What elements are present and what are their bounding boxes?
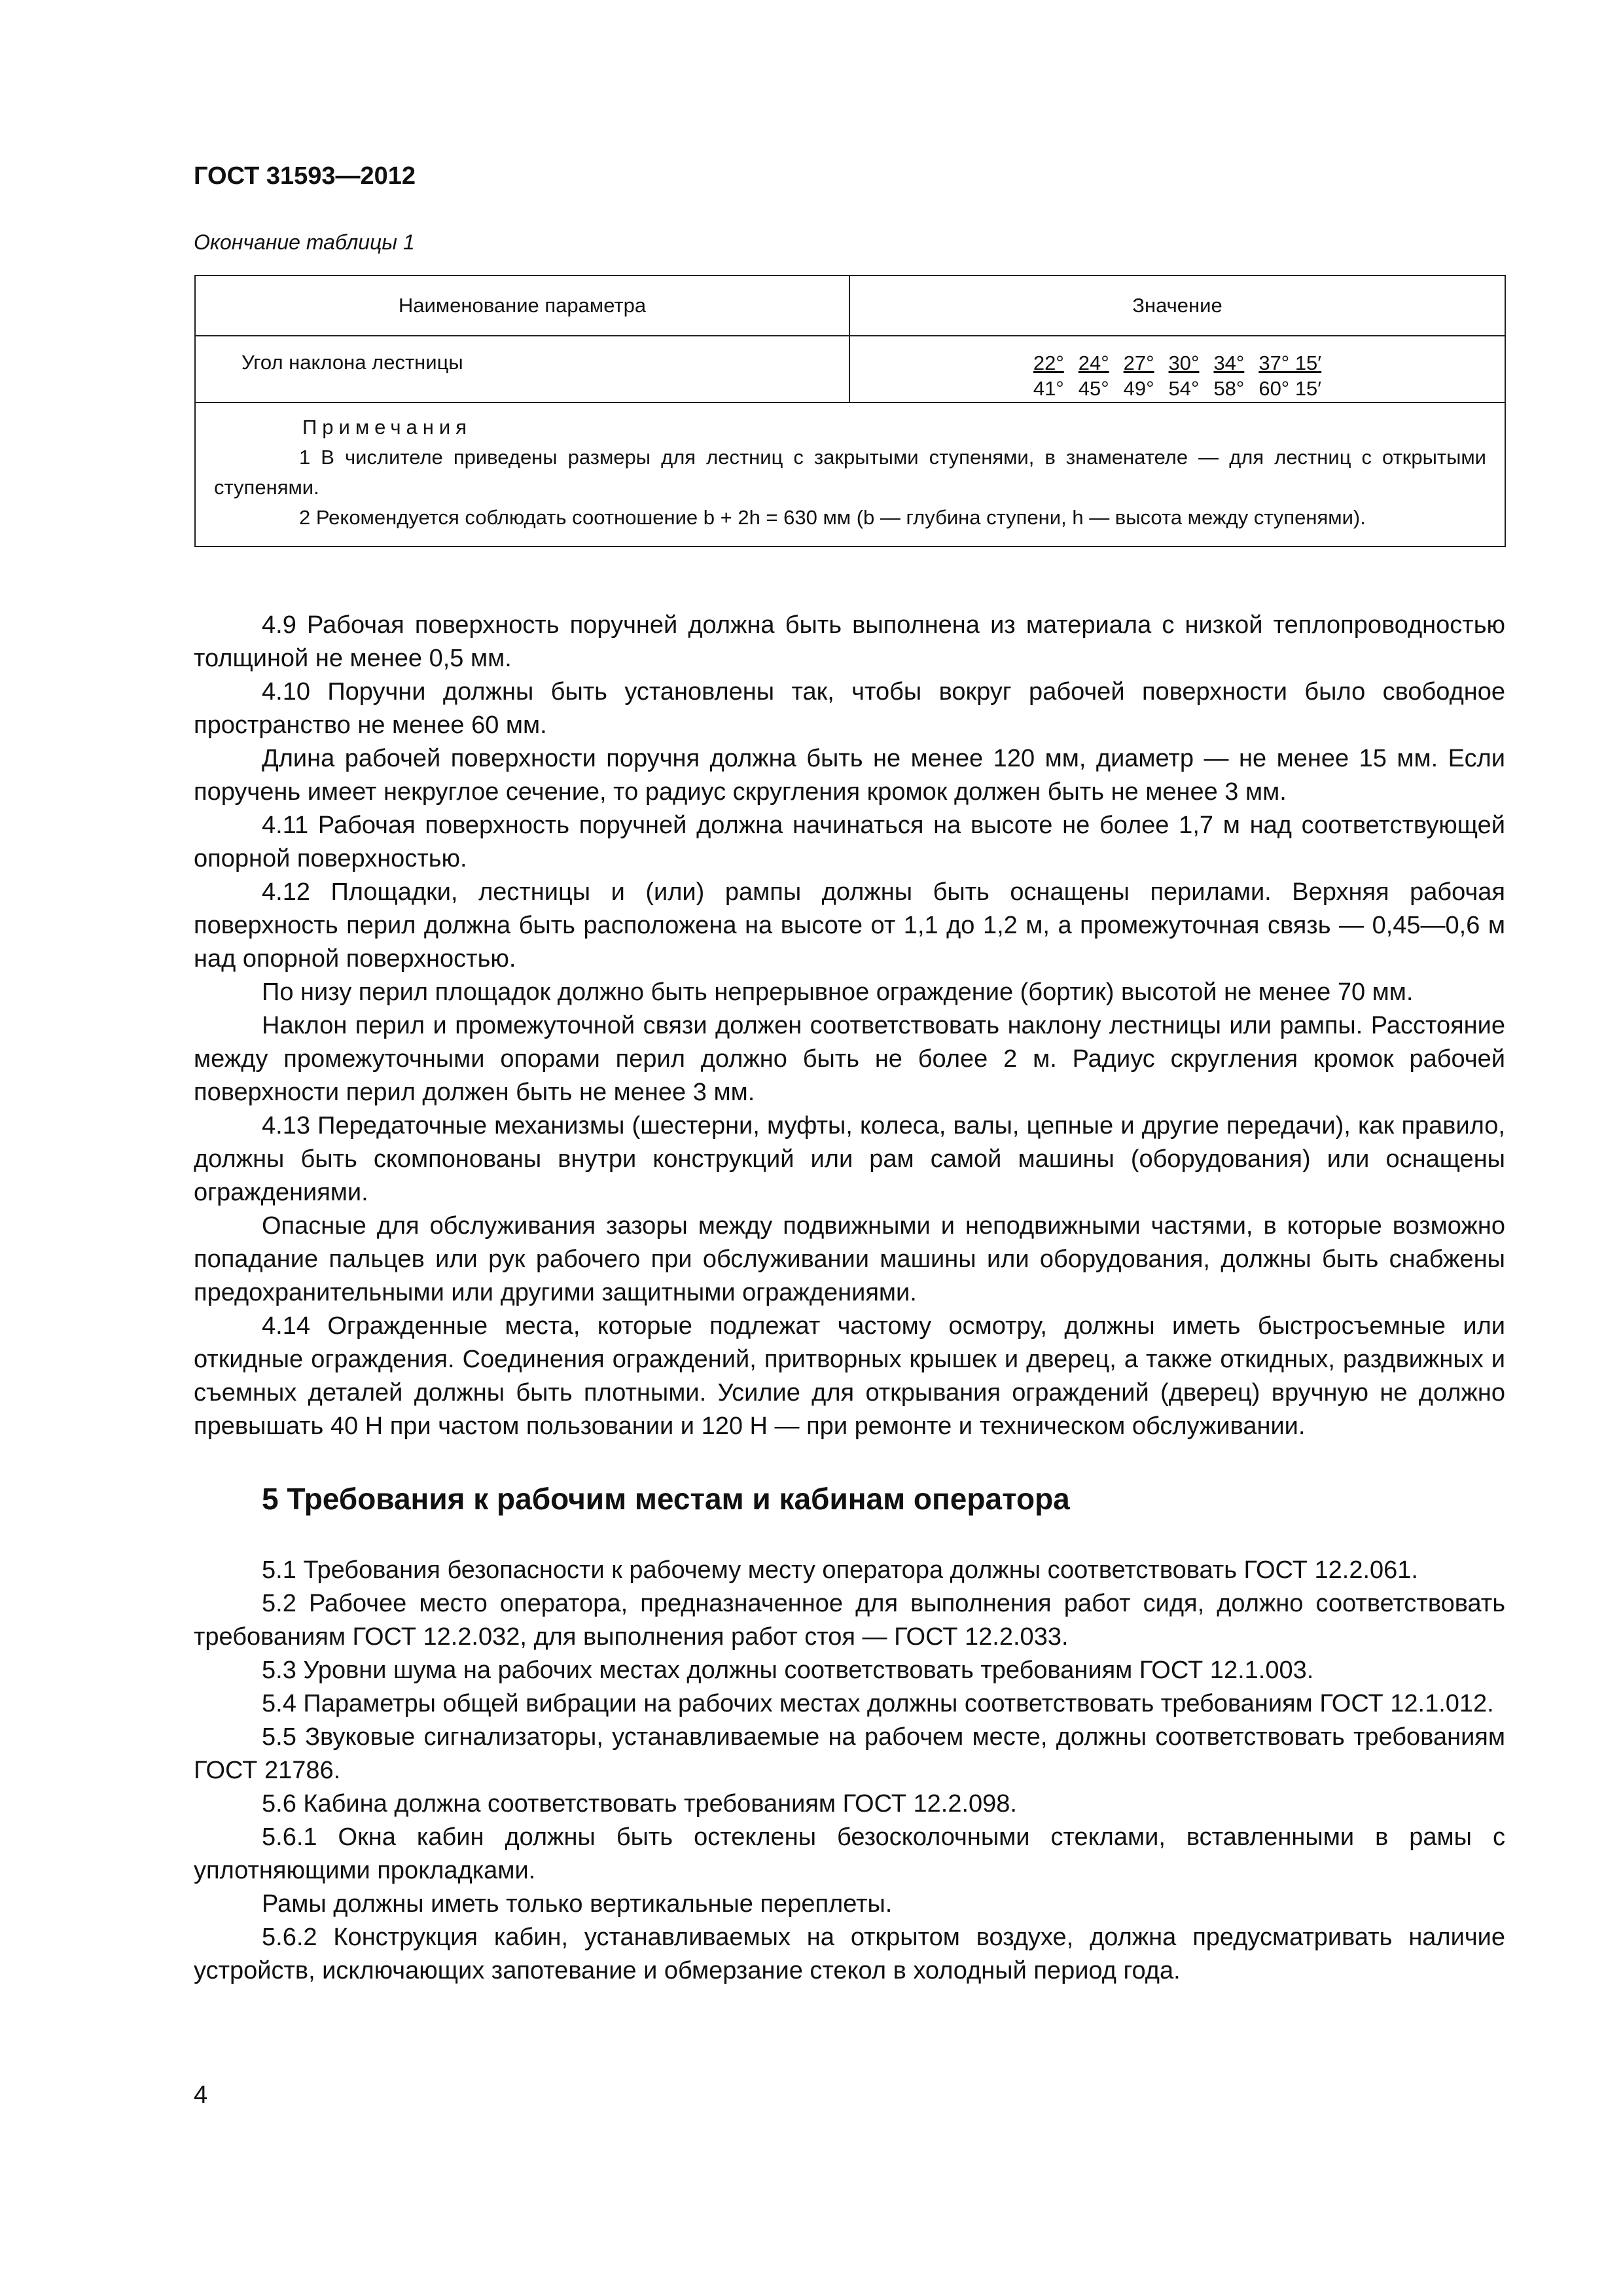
paragraph: 5.4 Параметры общей вибрации на рабочих местах должны соответствовать требованиям ГОСТ 12.1.012. — [262, 1690, 1494, 1717]
paragraph: 5.5 Звуковые сигнализаторы, устанавливаемые на рабочем месте, должны соответствовать требованиям ГОСТ 21786. — [194, 1723, 1505, 1784]
page-number: 4 — [194, 2081, 208, 2109]
fraction-numerator: 24° — [1078, 351, 1109, 374]
column-header-parameter: Наименование параметра — [195, 276, 849, 336]
fraction-numerator: 30° — [1168, 351, 1200, 374]
angle-fraction — [1169, 351, 1200, 402]
paragraph: Опасные для обслуживания зазоры между подвижными и неподвижными частями, в которые возможно попадание пальцев или рук рабочего при обслуживании машины или оборудования, должны быть снабжены предохранительными или другими защитными ограждениями. — [194, 1212, 1505, 1306]
paragraph: 5.6 Кабина должна соответствовать требованиям ГОСТ 12.2.098. — [262, 1790, 1017, 1818]
parameters-table — [194, 275, 1506, 547]
note-1: 1 В числителе приведены размеры для лестниц с закрытыми ступенями, в знаменателе — для лестниц с открытыми ступенями. — [214, 445, 1486, 499]
document-header: ГОСТ 31593—2012 — [194, 162, 416, 190]
table-header-row — [195, 276, 1505, 336]
paragraph: 5.2 Рабочее место оператора, предназначенное для выполнения работ сидя, должно соответствовать требованиям ГОСТ 12.2.032, для выполнения работ стоя — ГОСТ 12.2.033. — [194, 1590, 1505, 1651]
table-notes — [195, 403, 1505, 547]
paragraph: 4.11 Рабочая поверхность поручней должна начинаться на высоте не более 1,7 м над соответствующей опорной поверхностью. — [194, 812, 1505, 872]
table-row — [195, 336, 1505, 403]
fraction-list — [850, 336, 1505, 402]
fraction-numerator: 22° — [1033, 351, 1064, 374]
note-2: 2 Рекомендуется соблюдать соотношение b + 2h = 630 мм (b — глубина ступени, h — высота между ступенями). — [299, 505, 1366, 529]
fraction-numerator: 27° — [1123, 351, 1154, 374]
paragraph: 4.13 Передаточные механизмы (шестерни, муфты, колеса, валы, цепные и другие передачи), как правило, должны быть скомпонованы внутри конструкций или рам самой машины (оборудования) или оснащены ограждениями. — [194, 1112, 1505, 1206]
angle-fraction — [1079, 351, 1109, 402]
fraction-denominator: 49° — [1123, 376, 1154, 400]
document-body — [194, 609, 1505, 1988]
row-parameter-cell — [195, 336, 849, 403]
paragraph: 4.10 Поручни должны быть установлены так, чтобы вокруг рабочей поверхности было свободное пространство не менее 60 мм. — [194, 678, 1505, 739]
angle-fraction — [1213, 351, 1244, 402]
paragraph: По низу перил площадок должно быть непрерывное ограждение (бортик) высотой не менее 70 мм. — [262, 978, 1414, 1006]
fraction-numerator: 37° 15′ — [1258, 351, 1322, 374]
table-notes-row — [195, 403, 1505, 547]
fraction-denominator: 58° — [1213, 376, 1245, 400]
angle-fraction — [1258, 351, 1321, 402]
angle-fraction — [1033, 351, 1064, 402]
paragraph: 5.3 Уровни шума на рабочих местах должны соответствовать требованиям ГОСТ 12.1.003. — [262, 1657, 1314, 1684]
fraction-denominator: 54° — [1168, 376, 1200, 400]
notes-title: Примечания — [302, 415, 472, 439]
paragraph: Наклон перил и промежуточной связи должен соответствовать наклону лестницы или рампы. Расстояние между промежуточными опорами перил должно быть не более 2 м. Радиус скругления кромок рабочей поверхности перил должен быть не менее 3 мм. — [194, 1012, 1505, 1106]
paragraph: 5.6.1 Окна кабин должны быть остеклены безосколочными стеклами, вставленными в рамы с уплотняющими прокладками. — [194, 1823, 1505, 1884]
angle-fraction — [1124, 351, 1154, 402]
paragraph: 4.14 Огражденные места, которые подлежат частому осмотру, должны иметь быстросъемные или откидные ограждения. Соединения ограждений, притворных крышек и дверец, а также откидных, раздвижных и съемных деталей должны быть плотными. Усилие для открывания ограждений (дверец) вручную не должно превышать 40 Н при частом пользовании и 120 Н — при ремонте и техническом обслуживании. — [194, 1312, 1505, 1440]
fraction-denominator: 60° 15′ — [1258, 376, 1322, 400]
paragraph: 5.1 Требования безопасности к рабочему месту оператора должны соответствовать ГОСТ 12.2.061. — [262, 1556, 1418, 1584]
paragraph: Длина рабочей поверхности поручня должна быть не менее 120 мм, диаметр — не менее 15 мм. Если поручень имеет некруглое сечение, то радиус скругления кромок должен быть не менее 3 мм. — [194, 745, 1505, 806]
fraction-denominator: 41° — [1033, 376, 1064, 400]
fraction-denominator: 45° — [1078, 376, 1109, 400]
table-caption: Окончание таблицы 1 — [194, 230, 415, 254]
row-value-cell — [849, 336, 1505, 403]
fraction-numerator: 34° — [1213, 351, 1245, 374]
paragraph: 4.12 Площадки, лестницы и (или) рампы должны быть оснащены перилами. Верхняя рабочая поверхность перил должна быть расположена на высоте от 1,1 до 1,2 м, а промежуточная связь — 0,45—0,6 м над опорной поверхностью. — [194, 878, 1505, 973]
paragraph: Рамы должны иметь только вертикальные переплеты. — [262, 1890, 893, 1918]
column-header-value: Значение — [849, 276, 1505, 336]
section-heading: 5 Требования к рабочим местам и кабинам оператора — [262, 1482, 1070, 1516]
paragraph: 5.6.2 Конструкция кабин, устанавливаемых на открытом воздухе, должна предусматривать наличие устройств, исключающих запотевание и обмерзание стекол в холодный период года. — [194, 1924, 1505, 1984]
parameter-name: Угол наклона лестницы — [241, 351, 463, 374]
paragraph: 4.9 Рабочая поверхность поручней должна быть выполнена из материала с низкой теплопроводностью толщиной не менее 0,5 мм. — [194, 611, 1505, 672]
